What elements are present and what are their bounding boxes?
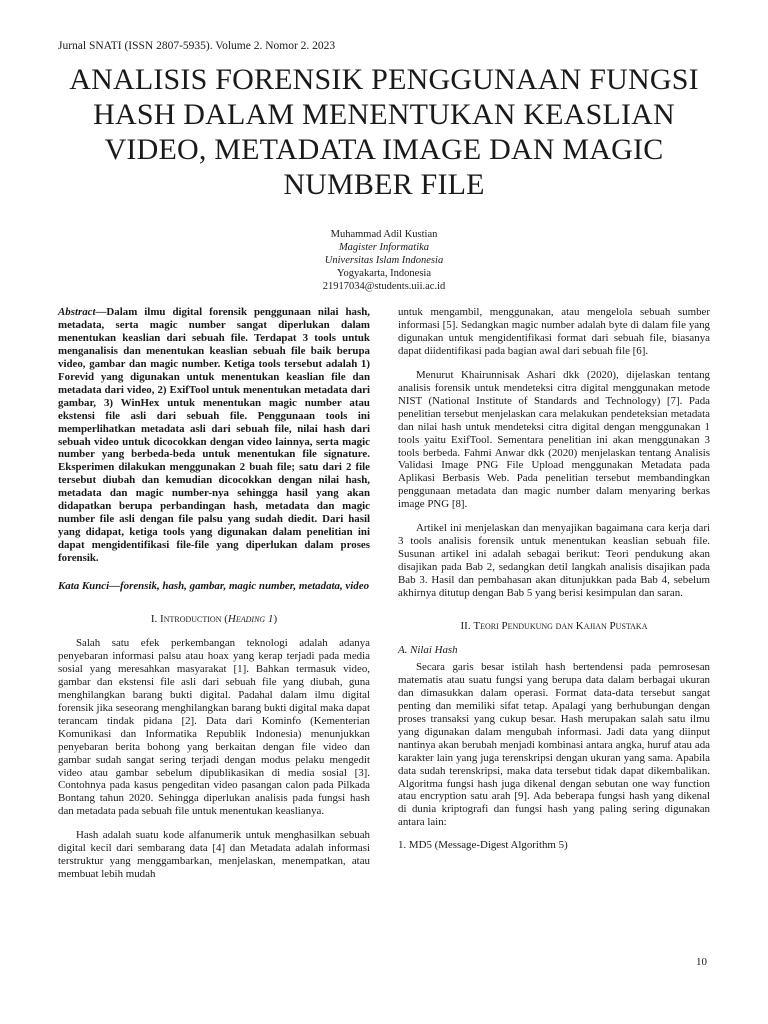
left-column <box>58 306 370 881</box>
paper-title: ANALISIS FORENSIK PENGGUNAAN FUNGSI HASH DALAM MENENTUKAN KEASLIAN VIDEO, METADATA IMAGE DAN MAGIC NUMBER FILE <box>69 63 699 201</box>
paragraph: Artikel ini menjelaskan dan menyajikan bagaimana cara kerja dari 3 tools analisis forensik untuk menentukan keaslian sebuah file. Susunan artikel ini adalah sebagai berikut: Teori pendukung akan disajikan pada Bab 2, sedangkan detil langkah analisis disajikan pada Bab 3. Hasil dan pembahasan akan ditunjukkan pada Bab 4, sebelum akhirnya ditutup dengan Bab 5 yang berisi kesimpulan dan saran. <box>398 522 710 600</box>
abstract <box>58 306 370 565</box>
keywords: Kata Kunci—forensik, hash, gambar, magic number, metadata, video <box>58 580 370 593</box>
author-city: Yogyakarta, Indonesia <box>337 268 431 279</box>
right-column <box>398 306 710 852</box>
list-item: 1. MD5 (Message-Digest Algorithm 5) <box>398 839 568 852</box>
paragraph: Hash adalah suatu kode alfanumerik untuk menghasilkan sebuah digital kecil dari sembarang data [4] dan Metadata adalah informasi terstruktur yang menggambarkan, menjelaskan, menempatkan, atau membuat lebih mudah <box>58 829 370 881</box>
author-email: 21917034@students.uii.ac.id <box>322 281 446 292</box>
author-university: Universitas Islam Indonesia <box>324 255 444 266</box>
author-name: Muhammad Adil Kustian <box>330 229 438 240</box>
paragraph: Salah satu efek perkembangan teknologi adalah adanya penyebaran informasi palsu atau hoax yang kerap terjadi pada media sosial yang meresahkan masyarakat [1]. Bahkan termasuk video, gambar dan ekstensi file asli dari sebuah file yang diubah, guna menghilangkan barang bukti digital. Padahal dalam ilmu digital forensik jika seseorang menghilangkan barang bukti digital maka dapat terancam tindak pidana [2]. Data dari Kominfo (Kementerian Komunikasi dan Informatika Republik Indonesia) menunjukkan penyebaran berita bohong yang berkaitan dengan file video dan gambar sudah sangat sering terjadi dengan modus pelaku mengedit video atau gambar sebelum dipublikasikan di media sosial [3]. Contohnya pada kasus pengeditan video pasangan calon pada Pilkada Bontang tahun 2020. Sehingga diperlukan analisis pada fungsi hash dan metadata pada sebuah file untuk menentukan keaslianya. <box>58 636 370 818</box>
page-number: 10 <box>696 956 707 968</box>
section-heading-teori: II. Teori Pendukung dan Kajian Pustaka <box>460 620 648 633</box>
paragraph: untuk mengambil, menggunakan, atau mengelola sebuah sumber informasi [5]. Sedangkan magic number adalah byte di dalam file yang digunakan untuk mengidentifikasi format dari sebuah file, biasanya dapat diidentifikasi pada bagian awal dari sebuah file [6]. <box>398 306 710 357</box>
subsection-heading: A. Nilai Hash <box>398 643 458 656</box>
author-program: Magister Informatika <box>338 242 430 253</box>
paragraph: Secara garis besar istilah hash bertendensi pada pemrosesan matematis atau suatu fungsi yang berupa data dalam berbagai ukuran dan dimasukkan dalam operasi. Format data-data tersebut sangat penting dan memiliki sifat tetap. Apalagi yang berhubungan dengan proses transaksi yang cukup besar. Hash merupakan salah satu ilmu yang digunakan dalam mengubah informasi. Jadi data yang diinput nantinya akan berubah menjadi kombinasi antara angka, huruf atau ada karakter lain yang juga terenskripsi dengan ukuran yang sama. Apabila data sudah terenskripsi, maka data tersebut tidak dapat dikembalikan. Algoritma fungsi hash juga dikenal dengan sebutan one way function atau encryption satu arah [9]. Ada beberapa fungsi hash yang dikenal di dunia kriptografi dan fungsi hash yang paling sering digunakan antara lain: <box>398 660 710 829</box>
abstract-label: Abstract <box>58 306 96 318</box>
section-heading-introduction: I. Introduction (Heading 1) <box>150 613 278 626</box>
author-block <box>0 228 768 293</box>
paragraph: Menurut Khairunnisak Ashari dkk (2020), dijelaskan tentang analisis forensik untuk mendeteksi citra digital menggunakan metode NIST (National Institute of Standards and Technology) [7]. Pada penelitian tersebut menjelaskan cara melakukan pendeteksian metadata dan nilai hash untuk mendeteksi citra digital dengan menggunakan 1 tools yaitu ExifTool. Sementara penelitian ini akan menggunakan 3 tools berbeda. Fahmi Anwar dkk (2020) menjelaskan tentang Analisis Validasi Image PNG File Upload menggunakan Metadata pada Aplikasi Berbasis Web. Pada penelitian tersebut membandingkan penggunaan metadata dan magic number dalam menyaring berkas image PNG [8]. <box>398 368 710 511</box>
abstract-text: —Dalam ilmu digital forensik penggunaan nilai hash, metadata, serta magic number sangat diperlukan dalam menentukan keaslian dari sebuah file. Terdapat 3 tools untuk menganalisis dan menentukan keaslian sebuah file baik berupa video, gambar dan magic number. Ketiga tools tersebut adalah 1) Forevid yang digunakan untuk menentukan keaslian file dan metadata dari video, 2) ExifTool untuk menentukan metadata dari gambar, 3) WinHex untuk menentukan magic number atau ekstensi file asli dari sebuah file. Penggunaan tools ini memperlihatkan metadata asli dari sebuah file, nilai hash dari sebuah video untuk dicocokkan dengan video lainnya, serta magic number yang berbeda-beda untuk menentukan file signature. Eksperimen dilakukan menggunakan 2 buah file; satu dari 2 file tersebut diubah dan kemudian dicocokkan dengan nilai hash, metadata dan magic number-nya sehingga hasil yang akan didapatkan berupa perbandingan hash, metadata dan magic number file asli dengan file palsu yang sudah diedit. Dari hasil yang didapat, ketiga tools yang digunakan dalam penelitian ini dapat mengidentifikasi file-file yang diperlukan dalam proses forensik. <box>58 306 370 565</box>
journal-header: Jurnal SNATI (ISSN 2807-5935). Volume 2. Nomor 2. 2023 <box>58 40 336 52</box>
